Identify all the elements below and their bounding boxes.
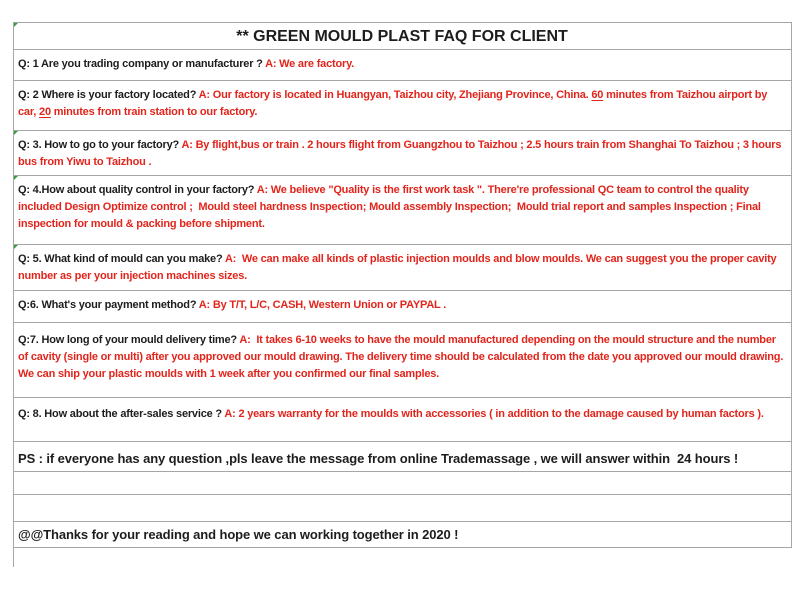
- question-text: Q: 3. How to go to your factory?: [18, 139, 182, 151]
- question-text: Q:6. What's your payment method?: [18, 299, 199, 311]
- ps-row: [13, 442, 792, 472]
- answer-text: A: Our factory is located in Huangyan, Taizhou city, Zhejiang Province, China.: [198, 89, 592, 101]
- question-text: Q: 2 Where is your factory located?: [18, 89, 199, 101]
- question-text: Q: 4.How about quality control in your factory?: [18, 184, 257, 196]
- question-text: Q:7. How long of your mould delivery time?: [18, 334, 240, 346]
- answer-text: 20: [39, 106, 51, 118]
- answer-text: A: By flight,bus or train . 2 hours flight from Guangzhou to Taizhou ; 2.5 hours train from Shanghai To Taizhou ; 3 hours bus from Yiwu to Taizhou .: [18, 139, 785, 168]
- question-text: PS : if everyone has any question ,pls leave the message from online Trademassage , we will answer within 24 hours !: [18, 451, 739, 466]
- answer-text: A: We can make all kinds of plastic injection moulds and blow moulds. We can suggest you the proper cavity number as per your injection machines sizes.: [18, 253, 780, 282]
- faq-row-7: [13, 323, 792, 398]
- question-text: Q: 1 Are you trading company or manufacturer ?: [18, 58, 266, 70]
- faq-row-1: [13, 50, 792, 81]
- answer-text: A: It takes 6-10 weeks to have the mould manufactured depending on the mould structure and the number of cavity (single or multi) after you approved our mould drawing. The delivery time should be calculated from the date you approved our mould drawing. We can ship your plastic moulds with 1 week after you confirmed our final samples.: [18, 334, 787, 380]
- thanks-row: [13, 522, 792, 548]
- answer-text: minutes from train station to our factory.: [50, 106, 258, 118]
- faq-row-5: [13, 245, 792, 291]
- question-text: ** GREEN MOULD PLAST FAQ FOR CLIENT: [236, 28, 568, 45]
- answer-text: minutes from Taizhou airport by car,: [18, 89, 770, 118]
- question-text: Q: 5. What kind of mould can you make?: [18, 253, 225, 265]
- answer-text: A: We believe "Quality is the first work task ". There're professional QC team to control the quality included Design Optimize control ; Mould steel hardness Inspection; Mould assembly Inspection; Mould trial report and samples Inspection ; Final inspection for mould & packing before shipment.: [18, 184, 764, 230]
- answer-text: 60: [591, 89, 604, 101]
- sheet-left-edge-stub: [13, 548, 14, 567]
- question-text: Q: 8. How about the after-sales service ?: [18, 408, 225, 420]
- faq-row-8: [13, 398, 792, 442]
- faq-sheet: [13, 22, 792, 548]
- question-text: @@Thanks for your reading and hope we can working together in 2020 !: [18, 527, 459, 542]
- faq-row-4: [13, 176, 792, 245]
- empty-row-2: [13, 495, 792, 522]
- title-row: [13, 22, 792, 50]
- answer-text: A: By T/T, L/C, CASH, Western Union or PAYPAL .: [198, 299, 447, 311]
- answer-text: A: 2 years warranty for the moulds with accessories ( in addition to the damage caused by human factors ).: [224, 408, 764, 420]
- faq-row-2: [13, 81, 792, 131]
- faq-row-3: [13, 131, 792, 176]
- answer-text: A: We are factory.: [265, 58, 355, 70]
- faq-row-6: [13, 291, 792, 323]
- empty-row-1: [13, 472, 792, 495]
